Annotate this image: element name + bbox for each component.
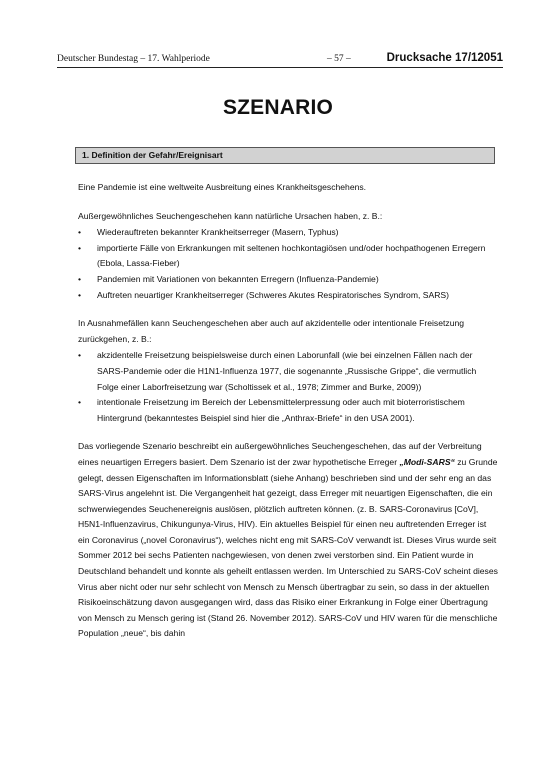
paragraph-natural-causes: Außergewöhnliches Seuchengeschehen kann natürliche Ursachen haben, z. B.:: [78, 210, 383, 221]
bullet-icon: •: [78, 289, 82, 300]
header-page-number: – 57 –: [327, 54, 351, 64]
list-item: • akzidentelle Freisetzung beispielsweise durch einen Laborunfall (wie bei einzelnen Fällen nach der SARS-Pandemie oder die H1N1-Influenza 1977, die sogenannte „Russische Grippe“, die vermutlich Folge einer Laborfreisetzung war (Scholtissek et al., 1978; Zimmer and Burke, 2009)): [78, 350, 477, 392]
natural-causes-list: [78, 225, 498, 303]
bullet-icon: •: [78, 227, 82, 238]
release-list: [78, 348, 498, 426]
list-item: • Wiederauftreten bekannter Krankheitserreger (Masern, Typhus): [78, 225, 498, 241]
bullet-icon: •: [78, 273, 82, 284]
list-item: • Pandemien mit Variationen von bekannten Erregern (Influenza-Pandemie): [78, 272, 498, 288]
list-item: • intentionale Freisetzung im Bereich der Lebensmittelerpressung oder auch mit bioterroristischem Hintergrund (bekanntestes Beispiel sind hier die „Anthrax-Briefe“ in den USA 2001).: [78, 397, 465, 423]
paragraph-release: In Ausnahmefällen kann Seuchengeschehen aber auch auf akzidentelle oder intentionale Freisetzung zurückgehen, z. B.:: [78, 318, 465, 344]
header-parliament: Deutscher Bundestag – 17. Wahlperiode: [57, 54, 210, 64]
section-heading: 1. Definition der Gefahr/Ereignisart: [82, 150, 223, 160]
paragraph-scenario: Das vorliegende Szenario beschreibt ein außergewöhnliches Seuchengeschehen, das auf der Verbreitung eines neuartigen Erregers basiert. Dem Szenario ist der zwar hypothetische Erreger „Modi-SARS“ zu Grunde gelegt, dessen Eigenschaften im Informationsblatt (siehe Anhang) beschrieben sind und der sehr eng an das SARS-Virus angelehnt ist. Die Vergangenheit hat gezeigt, dass Erreger mit neuartigen Eigenschaften, die ein schwerwiegendes Seuchenereignis auslösen, plötzlich auftreten können. (z. B. SARS-Coronavirus [CoV], H5N1-Influenzavirus, Chikungunya-Virus, HIV). Ein aktuelles Beispiel für einen neu auftretenden Erreger ist ein Coronavirus („novel Coronavirus“), welches nicht eng mit SARS-CoV verwandt ist. Dieses Virus wurde seit Sommer 2012 bei sechs Patienten nachgewiesen, von denen zwei verstorben sind. Ein Patient wurde in Deutschland behandelt und konnte als geheilt entlassen werden. Im Unterschied zu SARS-CoV scheint dieses Virus aber nicht oder nur sehr schlecht von Mensch zu Mensch übertragbar zu sein, so dass in der aktuellen Risikoeinschätzung davon ausgegangen wird, dass das Risiko einer Erkrankung in Folge einer Übertragung von Mensch zu Mensch gering ist (Stand 26. November 2012). SARS-CoV und HIV waren für die menschliche Population „neue“, bis dahin: [78, 441, 498, 639]
running-header: [57, 52, 503, 66]
section-heading-bar: [75, 147, 495, 164]
bullet-icon: •: [78, 350, 82, 361]
drucksache-number: 12051: [471, 52, 503, 64]
bullet-icon: •: [78, 242, 82, 253]
bullet-icon: •: [78, 397, 82, 408]
list-item: • Auftreten neuartiger Krankheitserreger (Schweres Akutes Respiratorisches Syndrom, SARS): [78, 288, 498, 304]
header-rule: [57, 67, 503, 68]
pathogen-name: „Modi-SARS“: [399, 456, 455, 467]
list-item: • importierte Fälle von Erkrankungen mit seltenen hochkontagiösen und/oder hochpathogenen Erregern (Ebola, Lassa-Fieber): [78, 242, 486, 269]
header-drucksache: [387, 52, 503, 64]
page-title: SZENARIO: [222, 96, 334, 119]
drucksache-prefix: Drucksache 17/: [386, 52, 472, 64]
paragraph-definition: Eine Pandemie ist eine weltweite Ausbreitung eines Krankheitsgeschehens.: [78, 182, 367, 192]
body-text: [78, 180, 498, 655]
